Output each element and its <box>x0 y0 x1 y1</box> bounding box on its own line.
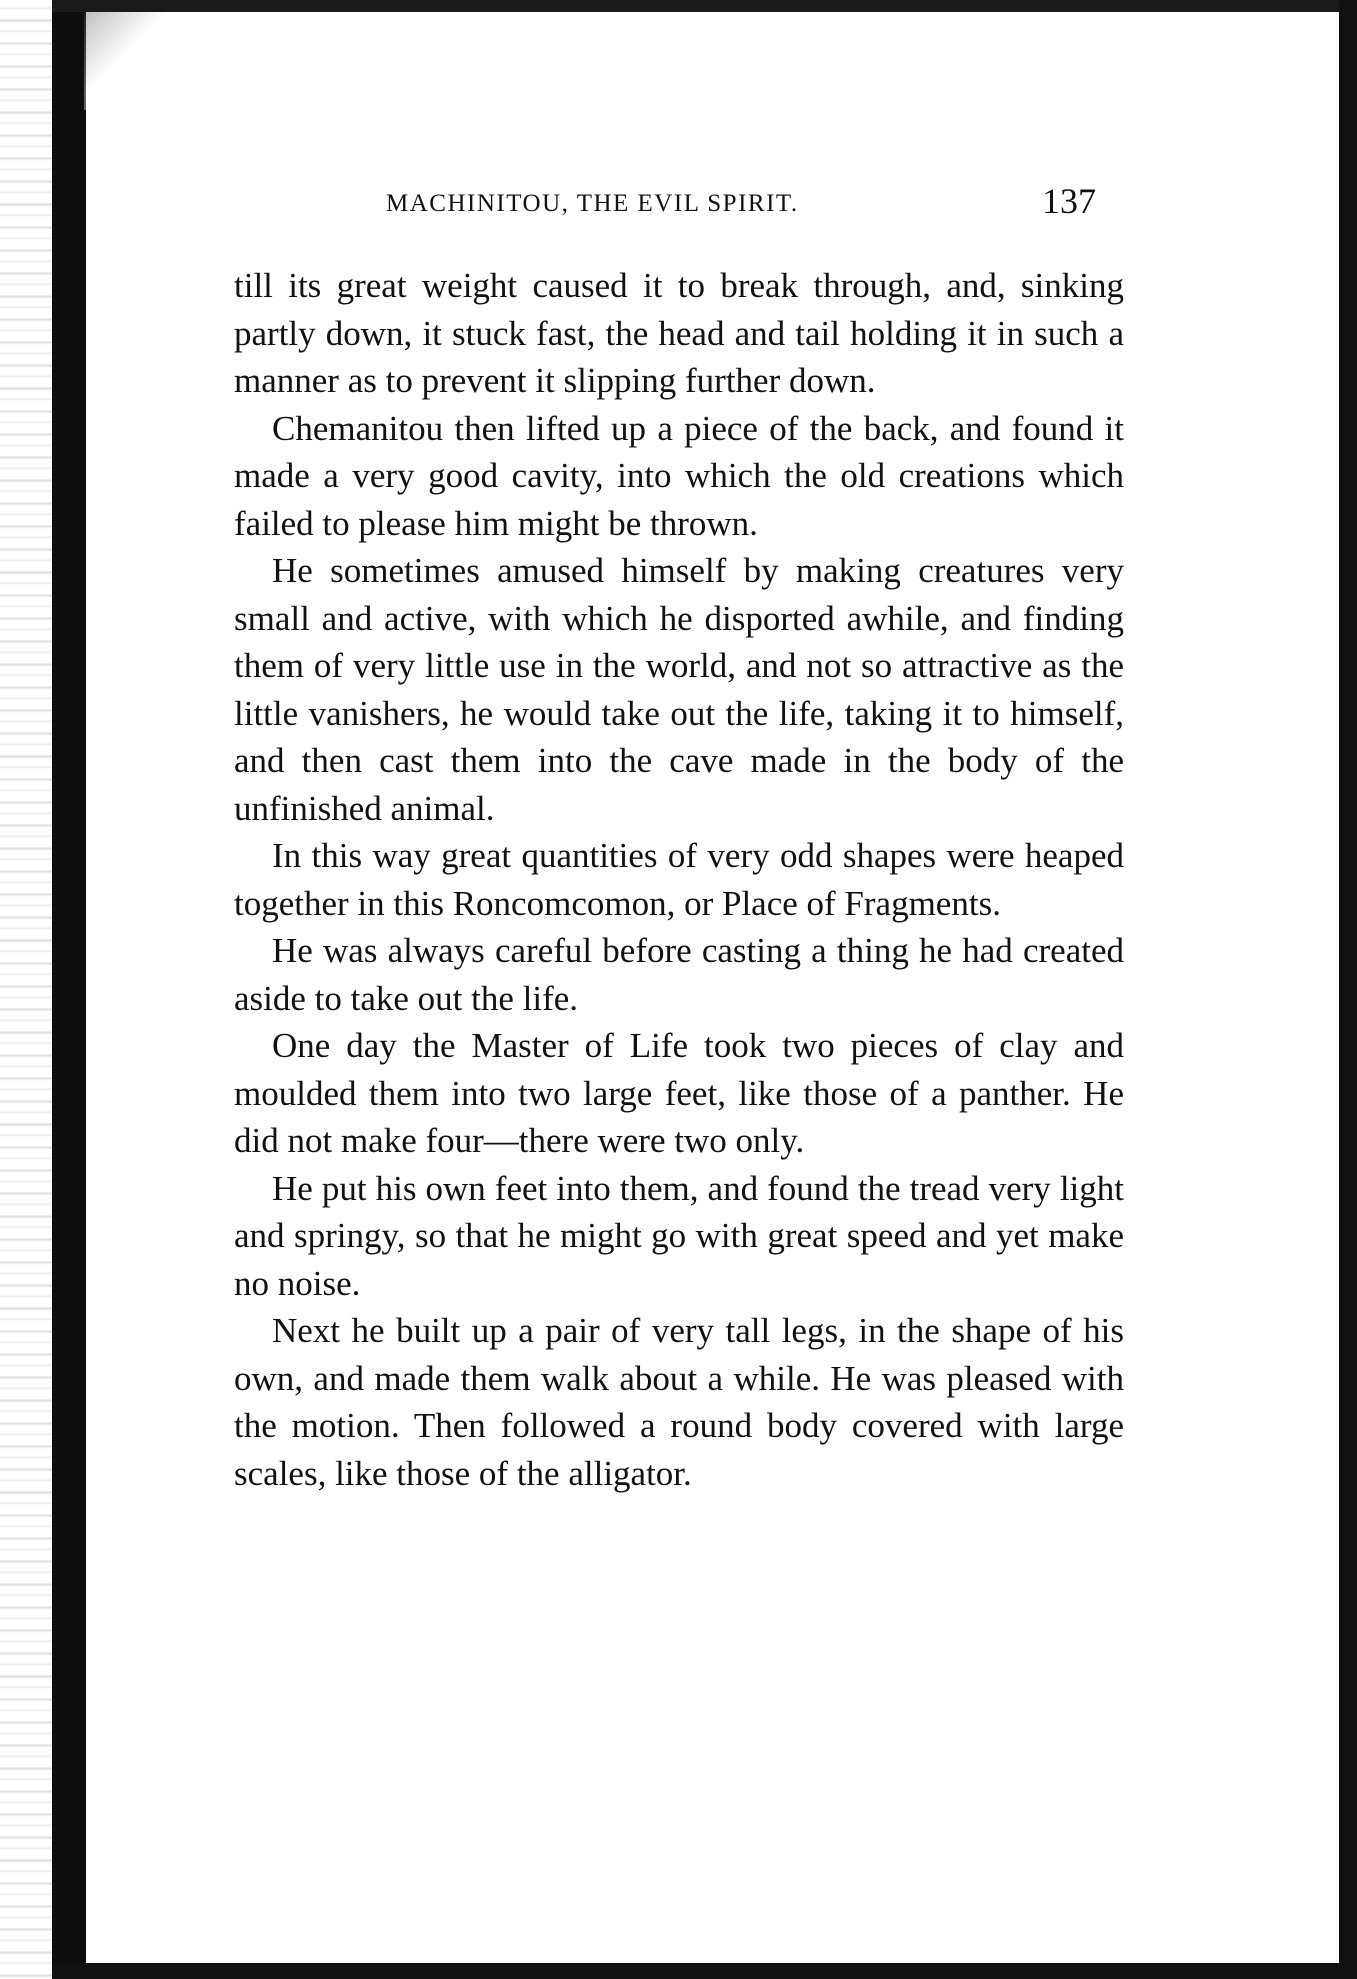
scan-edge-left <box>52 0 86 1979</box>
paragraph: In this way great quantities of very odd shapes were heaped together in this Roncomcomon, or Place of Fragments. <box>234 836 1124 923</box>
paragraph: till its great weight caused it to break through, and, sinking partly down, it stuck fast, the head and tail holding it in such a manner as to prevent it slipping further down. <box>234 266 1124 400</box>
running-head: MACHINITOU, THE EVIL SPIRIT. <box>386 190 799 217</box>
page-curl-shadow <box>84 0 204 110</box>
paragraph: Chemanitou then lifted up a piece of the back, and found it made a very good cavity, into which the old creations which failed to please him might be thrown. <box>234 408 1124 543</box>
paragraph: One day the Master of Life took two pieces of clay and moulded them into two large feet, like those of a panther. He did not make four—there were two only. <box>234 1026 1124 1160</box>
paragraph: Next he built up a pair of very tall legs, in the shape of his own, and made them walk about a while. He was pleased with the motion. Then followed a round body covered with large scales, like those of the alligator. <box>234 1311 1124 1493</box>
scan-edge-left-rough <box>0 0 60 1979</box>
paragraph: He put his own feet into them, and found the tread very light and springy, so that he might go with great speed and yet make no noise. <box>234 1168 1124 1303</box>
scan-edge-right <box>1339 0 1357 1979</box>
scan-edge-top <box>52 0 1357 12</box>
body-text <box>234 262 1124 1497</box>
page-number: 137 <box>1042 181 1096 221</box>
scan-edge-bottom <box>52 1963 1357 1979</box>
paragraph: He was always careful before casting a thing he had created aside to take out the life. <box>234 931 1124 1018</box>
paragraph: He sometimes amused himself by making creatures very small and active, with which he disported awhile, and finding them of very little use in the world, and not so attractive as the little vanishers, he would take out the life, taking it to himself, and then cast them into the cave made in the body of the unfinished animal. <box>234 551 1124 828</box>
